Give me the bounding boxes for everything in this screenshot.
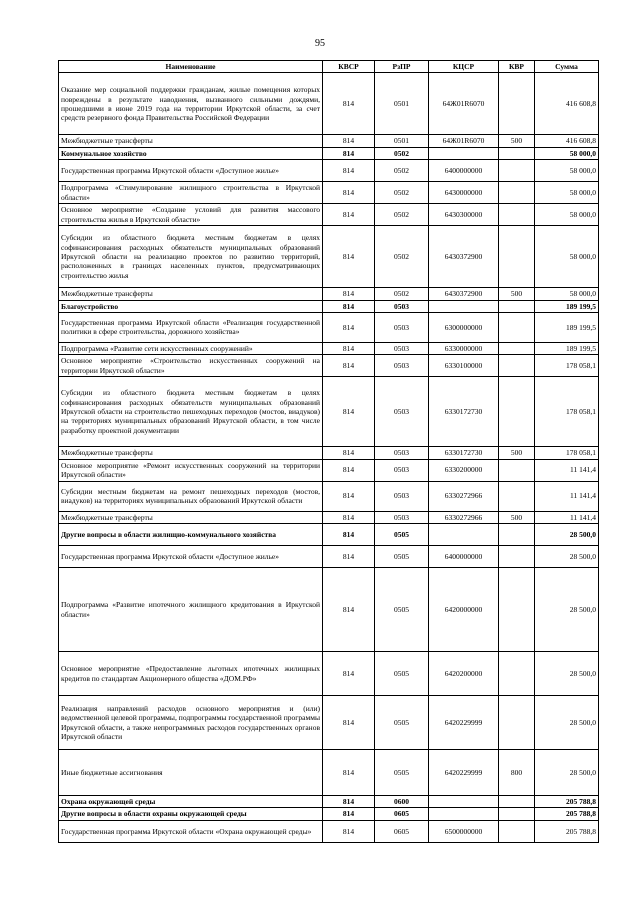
row-kvsr-cell: 814 [323,300,375,312]
table-row [59,226,599,288]
row-kvsr-cell: 814 [323,204,375,226]
table-row [59,73,599,135]
row-rzpr-cell: 0503 [375,300,429,312]
row-sum-cell: 205 788,8 [535,808,599,820]
row-rzpr-cell: 0502 [375,147,429,159]
row-name-cell: Благоустройство [59,300,323,312]
row-rzpr-cell: 0600 [375,796,429,808]
row-name-cell: Межбюджетные трансферты [59,447,323,459]
table-row [59,377,599,447]
row-kcsr-cell: 6430000000 [429,182,499,204]
table-body [59,73,599,842]
row-kvr-cell [499,355,535,377]
row-rzpr-cell: 0505 [375,652,429,696]
table-row [59,288,599,300]
page-number: 95 [315,38,325,49]
row-sum-cell: 178 058,1 [535,377,599,447]
row-kvr-cell [499,147,535,159]
row-kcsr-cell: 6400000000 [429,546,499,568]
row-sum-cell: 28 500,0 [535,524,599,546]
row-name-cell: Государственная программа Иркутской области «Охрана окружающей среды» [59,820,323,842]
row-kvr-cell: 500 [499,447,535,459]
column-header-name: Наименование [59,61,323,73]
row-sum-cell: 416 608,8 [535,73,599,135]
table-row [59,135,599,147]
row-kvsr-cell: 814 [323,820,375,842]
row-kvr-cell [499,652,535,696]
table-row [59,355,599,377]
table-row [59,796,599,808]
row-name-cell: Государственная программа Иркутской области «Доступное жилье» [59,160,323,182]
row-rzpr-cell: 0502 [375,226,429,288]
column-header-kvsr: КВСР [323,61,375,73]
row-kvr-cell [499,342,535,354]
row-name-cell: Реализация направлений расходов основного мероприятия и (или) ведомственной целевой программы, подпрограммы государственной программы Иркутской области, а также непрограммных расходов государственных органов Иркутской области [59,696,323,750]
row-kvsr-cell: 814 [323,160,375,182]
row-kvr-cell [499,546,535,568]
row-kcsr-cell: 6420200000 [429,652,499,696]
row-kvsr-cell: 814 [323,147,375,159]
table-row [59,182,599,204]
row-rzpr-cell: 0505 [375,568,429,652]
row-kcsr-cell: 6330200000 [429,459,499,481]
row-kvsr-cell: 814 [323,447,375,459]
row-kvr-cell [499,796,535,808]
row-name-cell: Субсидии из областного бюджета местным бюджетам в целях софинансирования расходных обязательств муниципальных образований Иркутской области на реализацию проектов по развитию территорий, расположенных в границах населенных пунктов, предусматривающих строительство жилья [59,226,323,288]
row-kcsr-cell [429,796,499,808]
row-kcsr-cell: 6430372900 [429,226,499,288]
row-kvsr-cell: 814 [323,73,375,135]
row-kcsr-cell: 6500000000 [429,820,499,842]
row-sum-cell: 205 788,8 [535,820,599,842]
row-rzpr-cell: 0505 [375,750,429,796]
row-kvsr-cell: 814 [323,481,375,511]
row-name-cell: Подпрограмма «Стимулирование жилищного строительства в Иркутской области» [59,182,323,204]
row-sum-cell: 58 000,0 [535,288,599,300]
row-sum-cell: 58 000,0 [535,182,599,204]
row-name-cell: Охрана окружающей среды [59,796,323,808]
row-kvr-cell: 500 [499,288,535,300]
row-kvr-cell [499,808,535,820]
row-sum-cell: 205 788,8 [535,796,599,808]
row-name-cell: Основное мероприятие «Предоставление льготных ипотечных жилищных кредитов по стандартам Акционерного общества «ДОМ.РФ» [59,652,323,696]
row-kcsr-cell: 6300000000 [429,312,499,342]
row-kcsr-cell: 6330100000 [429,355,499,377]
row-rzpr-cell: 0505 [375,546,429,568]
table-row [59,696,599,750]
row-kcsr-cell [429,524,499,546]
row-kvsr-cell: 814 [323,546,375,568]
row-kvsr-cell: 814 [323,808,375,820]
row-rzpr-cell: 0503 [375,312,429,342]
row-kvr-cell [499,524,535,546]
row-kvsr-cell: 814 [323,796,375,808]
row-kvsr-cell: 814 [323,568,375,652]
row-kvr-cell [499,300,535,312]
row-rzpr-cell: 0501 [375,73,429,135]
row-name-cell: Подпрограмма «Развитие ипотечного жилищного кредитования в Иркутской области» [59,568,323,652]
row-rzpr-cell: 0502 [375,204,429,226]
table-row [59,652,599,696]
row-kvsr-cell: 814 [323,342,375,354]
row-rzpr-cell: 0501 [375,135,429,147]
row-sum-cell: 189 199,5 [535,300,599,312]
row-rzpr-cell: 0503 [375,342,429,354]
row-sum-cell: 28 500,0 [535,696,599,750]
row-name-cell: Другие вопросы в области жилищно-коммунального хозяйства [59,524,323,546]
table-row [59,820,599,842]
row-kvr-cell [499,204,535,226]
row-kvsr-cell: 814 [323,511,375,523]
table-row [59,204,599,226]
table-row [59,447,599,459]
row-kvr-cell [499,568,535,652]
row-name-cell: Межбюджетные трансферты [59,511,323,523]
column-header-kcsr: КЦСР [429,61,499,73]
row-name-cell: Межбюджетные трансферты [59,288,323,300]
row-kcsr-cell: 6430300000 [429,204,499,226]
budget-table [58,60,599,843]
row-sum-cell: 28 500,0 [535,652,599,696]
table-row [59,160,599,182]
row-sum-cell: 178 058,1 [535,355,599,377]
row-name-cell: Государственная программа Иркутской области «Реализация государственной политики в сфере строительства, дорожного хозяйства» [59,312,323,342]
table-row [59,524,599,546]
row-kcsr-cell [429,300,499,312]
row-sum-cell: 58 000,0 [535,160,599,182]
row-rzpr-cell: 0503 [375,377,429,447]
row-kvr-cell [499,160,535,182]
row-sum-cell: 416 608,8 [535,135,599,147]
table-row [59,808,599,820]
row-kvr-cell [499,820,535,842]
row-sum-cell: 58 000,0 [535,226,599,288]
row-kcsr-cell [429,808,499,820]
row-sum-cell: 28 500,0 [535,750,599,796]
table-row [59,300,599,312]
row-kcsr-cell: 6420229999 [429,750,499,796]
row-kvsr-cell: 814 [323,226,375,288]
row-rzpr-cell: 0605 [375,808,429,820]
row-kvsr-cell: 814 [323,355,375,377]
table-header-row [59,61,599,73]
row-rzpr-cell: 0503 [375,481,429,511]
row-name-cell: Подпрограмма «Развитие сети искусственных сооружений» [59,342,323,354]
row-sum-cell: 189 199,5 [535,312,599,342]
row-rzpr-cell: 0503 [375,447,429,459]
row-name-cell: Основное мероприятие «Строительство искусственных сооружений на территории Иркутской области» [59,355,323,377]
table-row [59,511,599,523]
table-row [59,312,599,342]
row-kvr-cell: 500 [499,135,535,147]
row-kvsr-cell: 814 [323,288,375,300]
row-name-cell: Оказание мер социальной поддержки гражданам, жилые помещения которых повреждены в результате наводнения, вызванного сильными дождями, прошедшими в июне 2019 года на территории Иркутской области, за счет средств резервного фонда Правительства Российской Федерации [59,73,323,135]
row-sum-cell: 189 199,5 [535,342,599,354]
row-kvr-cell [499,73,535,135]
row-name-cell: Субсидии местным бюджетам на ремонт пешеходных переходов (мостов, виадуков) на территориях муниципальных образований Иркутской области [59,481,323,511]
table-row [59,481,599,511]
row-name-cell: Межбюджетные трансферты [59,135,323,147]
row-sum-cell: 58 000,0 [535,147,599,159]
row-rzpr-cell: 0505 [375,696,429,750]
row-kcsr-cell: 6420000000 [429,568,499,652]
row-kvr-cell [499,182,535,204]
row-kvr-cell: 500 [499,511,535,523]
row-name-cell: Государственная программа Иркутской области «Доступное жилье» [59,546,323,568]
row-name-cell: Другие вопросы в области охраны окружающей среды [59,808,323,820]
table-row [59,546,599,568]
row-kvsr-cell: 814 [323,312,375,342]
row-kcsr-cell: 6400000000 [429,160,499,182]
row-kvr-cell [499,459,535,481]
row-name-cell: Основное мероприятие «Создание условий для развития массового строительства жилья в Иркутской области» [59,204,323,226]
row-rzpr-cell: 0605 [375,820,429,842]
row-kcsr-cell: 6420229999 [429,696,499,750]
row-kvr-cell [499,696,535,750]
row-sum-cell: 11 141,4 [535,481,599,511]
row-kcsr-cell: 6330172730 [429,377,499,447]
row-sum-cell: 28 500,0 [535,568,599,652]
row-kvr-cell [499,481,535,511]
row-kvr-cell [499,312,535,342]
row-sum-cell: 28 500,0 [535,546,599,568]
row-name-cell: Основное мероприятие «Ремонт искусственных сооружений на территории Иркутской области» [59,459,323,481]
row-rzpr-cell: 0503 [375,355,429,377]
row-kcsr-cell [429,147,499,159]
row-kcsr-cell: 6330272966 [429,481,499,511]
row-kcsr-cell: 6330272966 [429,511,499,523]
row-sum-cell: 11 141,4 [535,511,599,523]
row-sum-cell: 58 000,0 [535,204,599,226]
row-kvsr-cell: 814 [323,135,375,147]
table-row [59,147,599,159]
row-rzpr-cell: 0502 [375,288,429,300]
row-kvsr-cell: 814 [323,459,375,481]
row-name-cell: Субсидии из областного бюджета местным бюджетам в целях софинансирования расходных обязательств муниципальных образований Иркутской области на строительство пешеходных переходов (мостов, виадуков) на территориях муниципальных образований Иркутской области, в том числе разработку проектной документации [59,377,323,447]
row-kcsr-cell: 6330000000 [429,342,499,354]
row-kcsr-cell: 64Ж01R6070 [429,135,499,147]
column-header-sum: Сумма [535,61,599,73]
row-rzpr-cell: 0505 [375,524,429,546]
row-name-cell: Коммунальное хозяйство [59,147,323,159]
row-kvsr-cell: 814 [323,750,375,796]
row-name-cell: Иные бюджетные ассигнования [59,750,323,796]
row-kvsr-cell: 814 [323,182,375,204]
row-kvsr-cell: 814 [323,377,375,447]
row-rzpr-cell: 0502 [375,182,429,204]
column-header-kvr: КВР [499,61,535,73]
row-rzpr-cell: 0502 [375,160,429,182]
table-row [59,342,599,354]
row-kvr-cell: 800 [499,750,535,796]
row-kvsr-cell: 814 [323,652,375,696]
table-row [59,750,599,796]
row-kvr-cell [499,377,535,447]
column-header-rzpr: РзПР [375,61,429,73]
row-kvsr-cell: 814 [323,524,375,546]
row-kcsr-cell: 64Ж01R6070 [429,73,499,135]
row-rzpr-cell: 0503 [375,511,429,523]
row-kcsr-cell: 6330172730 [429,447,499,459]
row-kvr-cell [499,226,535,288]
row-sum-cell: 178 058,1 [535,447,599,459]
table-row [59,568,599,652]
row-sum-cell: 11 141,4 [535,459,599,481]
row-kvsr-cell: 814 [323,696,375,750]
table-row [59,459,599,481]
row-kcsr-cell: 6430372900 [429,288,499,300]
row-rzpr-cell: 0503 [375,459,429,481]
